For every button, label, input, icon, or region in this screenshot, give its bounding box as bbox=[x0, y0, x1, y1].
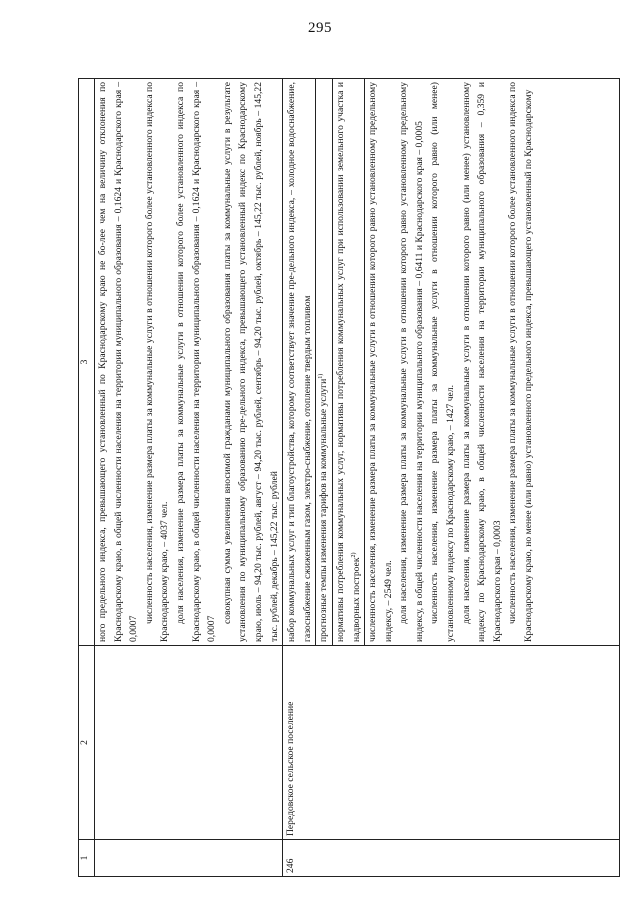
table-row bbox=[95, 79, 283, 877]
header-col-1: 1 bbox=[79, 840, 95, 877]
row2-paragraph bbox=[333, 82, 364, 642]
row2-text: прогнозные темпы изменения тарифов на коммунальные услуги bbox=[318, 378, 330, 642]
row2-paragraph: доля населения, изменение размера платы за коммунальные услуги в отношении которого равно установленному предельному индексу, в общей численности населения на территории муниципального образования – 0,6411 и Краснодарского края – 0,0005 bbox=[398, 82, 425, 642]
page-number: 295 bbox=[308, 20, 332, 36]
rotated-table-container bbox=[78, 78, 620, 877]
row-name-cell bbox=[95, 646, 283, 840]
row2-block-d bbox=[365, 79, 537, 645]
row2-paragraph: численность населения, изменение размера платы за коммунальные услуги в отношении которого более установленного индекса по Краснодарскому краю, но менее (или равно) установленного предельного индекса, превышающего установленный по Краснодарскому bbox=[507, 82, 535, 642]
row2-paragraph: набор коммунальных услуг и тип благоустройства, которому соответствует значение пре-дельного индекса, – холодное водоснабжение, газоснабжение сжиженным газом, электро-снабжение, отопление твердым топливом bbox=[286, 82, 313, 642]
row2-paragraph: доля населения, изменение размера платы за коммунальные услуги в отношении которого равно (или менее) установленному индексу по Краснодарскому краю, в общей численности населения на территории муниципального образования – 0,359 и Краснодарского края – 0,0003 bbox=[460, 82, 503, 642]
row2-paragraph: численность населения, изменение размера платы за коммунальные услуги в отношении которого равно установленному предельному индексу, – 2549 чел. bbox=[367, 82, 394, 642]
row2-paragraph: численность населения, изменение размера платы за коммунальные услуги в отношении которого равно (или менее) установленному индексу по Краснодарскому краю, – 1427 чел. bbox=[429, 82, 457, 642]
header-col-2: 2 bbox=[79, 646, 95, 840]
data-table bbox=[78, 78, 620, 877]
row2-paragraph bbox=[316, 82, 332, 642]
row1-paragraph: численность населения, изменение размера платы за коммунальные услуги в отношении которого более установленного индекса по Краснодарскому краю, – 4037 чел. bbox=[143, 82, 171, 642]
row2-text: нормативы потребления коммунальных услуг, нормативы потребления коммунальных услуг при использовании земельного участка и надворных построек bbox=[334, 82, 362, 642]
row-number-cell bbox=[95, 840, 283, 877]
row1-paragraph: ного предельного индекса, превышающего установленный по Краснодарскому краю не бо-лее чем на величину отклонения по Краснодарскому краю, в общей численности населения на территории муниципального образования – 0,1624 и Краснодарского края – 0,0007 bbox=[97, 82, 140, 642]
footnote-marker: 1) bbox=[318, 373, 325, 379]
footnote-marker: 2) bbox=[350, 552, 357, 558]
row1-paragraph: доля населения, изменение размера платы за коммунальные услуги в отношении которого более установленного индекса по Краснодарскому краю, в общей численности населения на территории муниципального образования – 0,1624 и Краснодарского края – 0,0007 bbox=[174, 82, 218, 642]
row-text-cell bbox=[283, 79, 620, 646]
table-row bbox=[283, 79, 620, 877]
row-name-cell: Передовское сельское поселение bbox=[283, 646, 620, 840]
row-number-cell: 246 bbox=[283, 840, 620, 877]
row-text-cell bbox=[95, 79, 283, 646]
row2-block-a bbox=[283, 79, 316, 645]
table-header-row bbox=[79, 79, 95, 877]
row1-paragraph: совокупная сумма увеличения вносимой гражданами муниципального образования платы за коммунальные услуги в результате установления по муниципальному образованию пре-дельного индекса, превышающего установленный индекс по Краснодарскому краю, июль – 94,20 тыс. рублей, август – 94,20 тыс. рублей, сентябрь – 94,20 тыс. рублей, октябрь – 145,22 тыс. рублей, ноябрь – 145,22 тыс. рублей, декабрь – 145,22 тыс. рублей bbox=[221, 82, 280, 642]
row2-block-b bbox=[316, 79, 333, 645]
header-col-3: 3 bbox=[79, 79, 95, 646]
row2-block-c bbox=[333, 79, 365, 645]
